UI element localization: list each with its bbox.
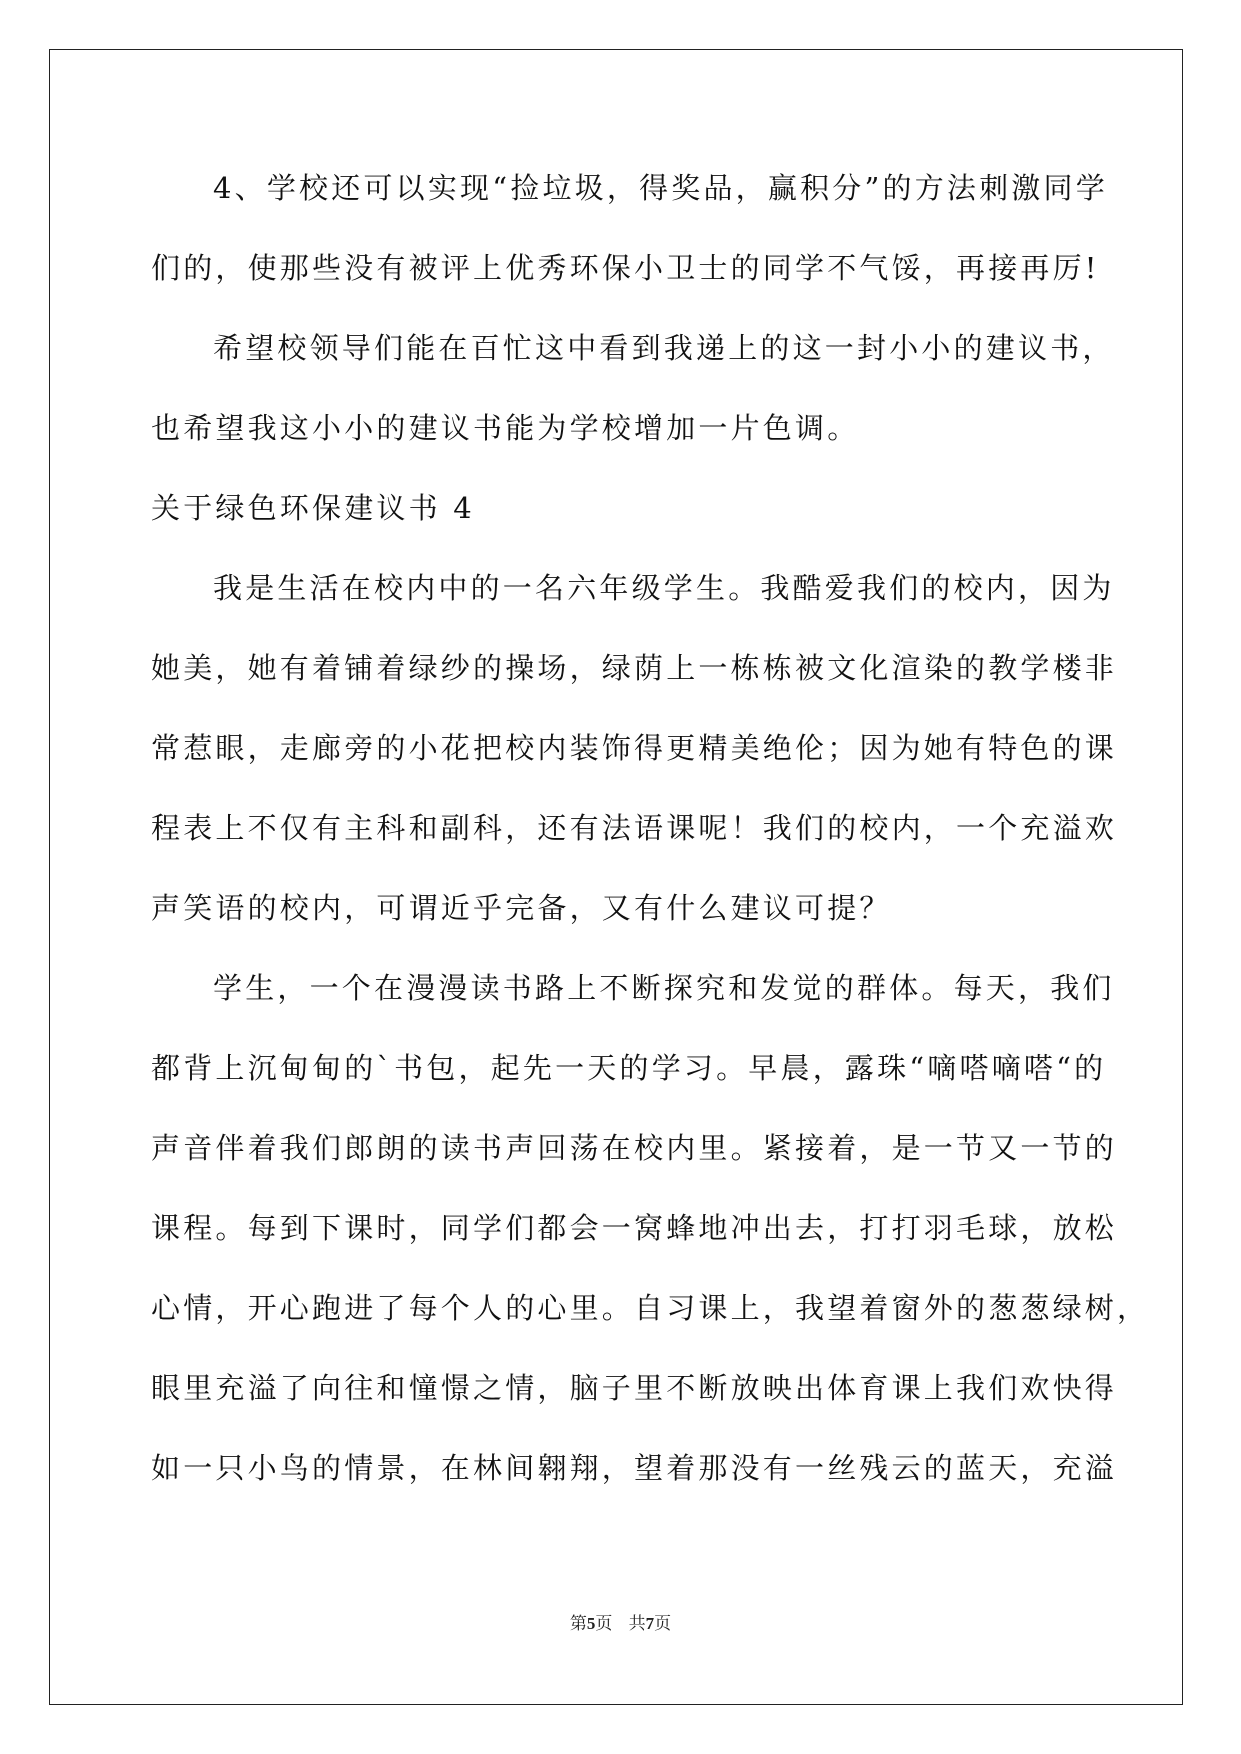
paragraph-line: 声笑语的校内，可谓近乎完备，又有什么建议可提？ [151, 891, 892, 925]
paragraph-line: 眼里充溢了向往和憧憬之情，脑子里不断放映出体育课上我们欢快得 [151, 1371, 1118, 1405]
footer-prefix: 第 [569, 1614, 587, 1634]
section-heading: 关于绿色环保建议书 4 [151, 491, 475, 525]
paragraph-line: 她美，她有着铺着绿纱的操场，绿荫上一栋栋被文化渲染的教学楼非 [151, 651, 1118, 685]
paragraph-line: 课程。每到下课时，同学们都会一窝蜂地冲出去，打打羽毛球，放松 [151, 1211, 1118, 1245]
paragraph-line: 学生，一个在漫漫读书路上不断探究和发觉的群体。每天，我们 [213, 971, 1115, 1005]
page-number-footer [0, 1612, 1241, 1636]
total-page-number: 7 [645, 1614, 655, 1633]
paragraph-line: 们的，使那些没有被评上优秀环保小卫士的同学不气馁，再接再厉! [151, 251, 1100, 285]
paragraph-line: 声音伴着我们郎朗的读书声回荡在校内里。紧接着，是一节又一节的 [151, 1131, 1118, 1165]
paragraph-line: 程表上不仅有主科和副科，还有法语课呢！我们的校内，一个充溢欢 [151, 811, 1118, 845]
paragraph-line: 如一只小鸟的情景，在林间翱翔，望着那没有一丝残云的蓝天，充溢 [151, 1451, 1118, 1485]
paragraph-line: 希望校领导们能在百忙这中看到我递上的这一封小小的建议书， [213, 331, 1115, 365]
paragraph-line: 心情，开心跑进了每个人的心里。自习课上，我望着窗外的葱葱绿树， [151, 1291, 1150, 1325]
paragraph-line: 都背上沉甸甸的`书包，起先一天的学习。早晨，露珠“嘀嗒嘀嗒“的 [151, 1051, 1107, 1085]
footer-suffix: 页 [654, 1614, 672, 1634]
paragraph-line: 也希望我这小小的建议书能为学校增加一片色调。 [151, 411, 860, 445]
current-page-number: 5 [586, 1614, 596, 1633]
paragraph-line: 常惹眼，走廊旁的小花把校内装饰得更精美绝伦；因为她有特色的课 [151, 731, 1118, 765]
paragraph-line: 我是生活在校内中的一名六年级学生。我酷爱我们的校内，因为 [213, 571, 1115, 605]
footer-mid: 页 共 [595, 1614, 646, 1634]
paragraph-line: 4、学校还可以实现“捡垃圾，得奖品，赢积分”的方法刺激同学 [213, 171, 1108, 205]
